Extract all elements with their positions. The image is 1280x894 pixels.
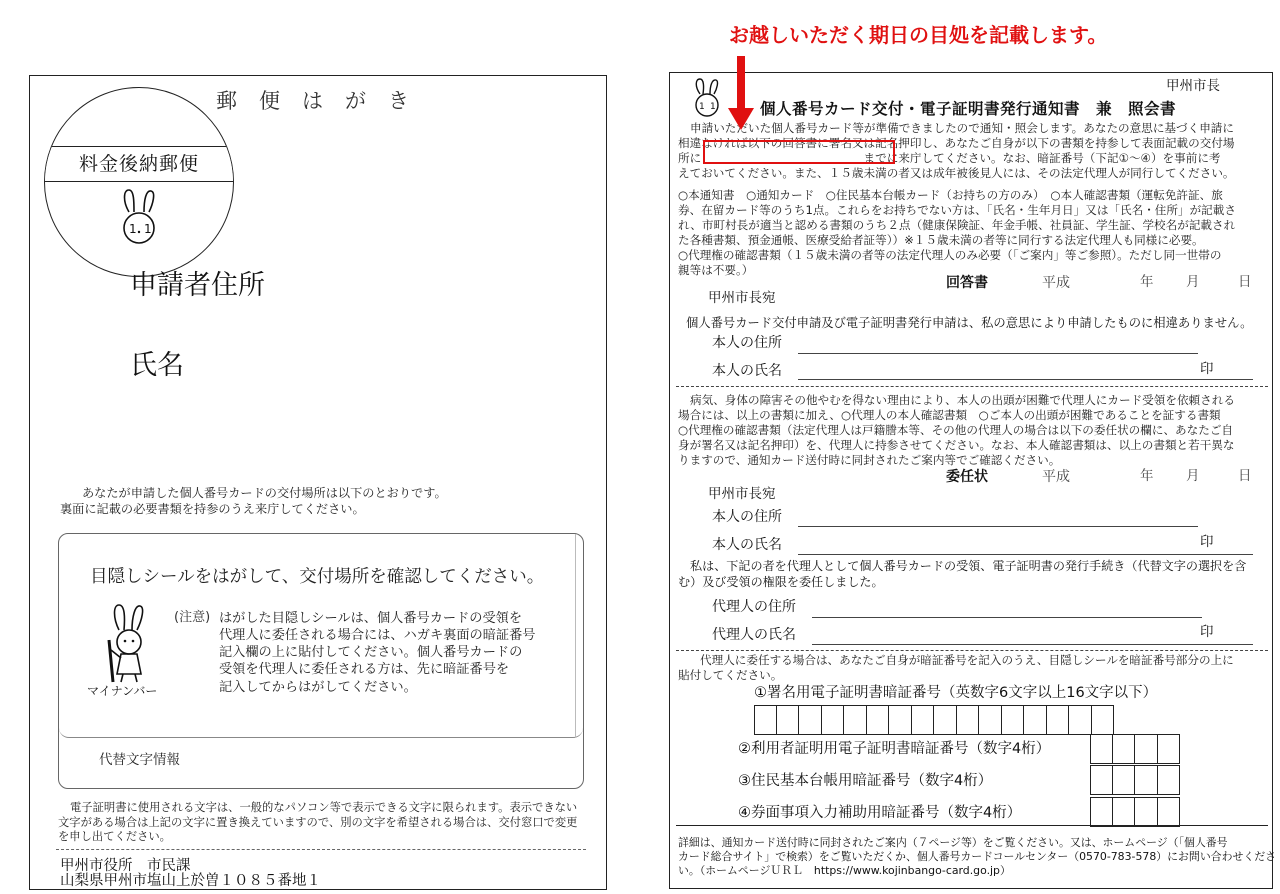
pin-digit-box[interactable] [1090, 734, 1113, 764]
alt-character-info-label: 代替文字情報 [99, 752, 180, 768]
caution-line: 記入してからはがしてください。 [219, 679, 417, 695]
proxy-self-name-label: 本人の氏名 [712, 537, 782, 553]
pin-digit-box[interactable] [1113, 797, 1136, 827]
proxy-self-address-field[interactable] [798, 526, 1198, 527]
intro-line: 所に までに来庁してください。なお、暗証番号（下記①～④）を事前に考 [678, 151, 1221, 166]
pin4-boxes[interactable] [1090, 797, 1180, 827]
proxy-day[interactable]: 日 [1238, 468, 1252, 484]
answer-statement: 個人番号カード交付申請及び電子証明書発行申請は、私の意思により申請したものに相違ありません。 [686, 316, 1253, 330]
down-arrow-icon [728, 108, 754, 130]
footer-divider [676, 825, 1268, 826]
proxy-intro-line: 場合には、以上の書類に加え、○代理人の本人確認書類 ○ご本人の出頭が困難であることを証する書類 [678, 408, 1221, 423]
notice-line: 裏面に記載の必要書類を持参のうえ来庁してください。 [60, 501, 365, 516]
rabbit-mascot-icon [115, 188, 163, 250]
notice-footer [678, 836, 1277, 879]
proxy-self-name-field[interactable] [798, 554, 1253, 555]
footnote-line: 文字がある場合は上記の文字に置き換えていますので、別の文字を希望される場合は、交付窓口で変更 [58, 815, 578, 829]
req-line: た各種書類、預金通帳、医療受給者証等））※１５歳未満の者等に同行する法定代理人も同様に必要。 [678, 233, 1204, 248]
pin-digit-box[interactable] [754, 705, 777, 735]
pin-digit-box[interactable] [777, 705, 800, 735]
caution-line: はがした目隠しシールは、個人番号カードの受領を [219, 611, 523, 626]
self-name-label: 本人の氏名 [712, 363, 782, 379]
answer-day[interactable]: 日 [1238, 274, 1252, 290]
caution-line: 受領を代理人に委任される方は、先に暗証番号を [219, 662, 510, 678]
proxy-year[interactable]: 年 [1140, 468, 1154, 484]
answer-year[interactable]: 年 [1140, 274, 1154, 290]
pin-digit-box[interactable] [1135, 797, 1158, 827]
pin-digit-box[interactable] [1047, 705, 1070, 735]
pin-digit-box[interactable] [979, 705, 1002, 735]
applicant-name-label: 氏名 [130, 350, 184, 381]
pin-digit-box[interactable] [1113, 734, 1136, 764]
dashed-divider [676, 386, 1268, 387]
highlight-box [703, 140, 895, 164]
proxy-month[interactable]: 月 [1186, 468, 1200, 484]
caution-label: (注意) [174, 610, 211, 625]
pin-digit-box[interactable] [1158, 765, 1181, 795]
pin-digit-box[interactable] [934, 705, 957, 735]
callout-annotation: お越しいただく期日の目処を記載します。 [729, 23, 1108, 47]
intro-line: 相違なければ以下の回答書に署名又は記名押印し、あなたご自身が以下の書類を持参して表面記載の交付場 [678, 136, 1235, 151]
pin-digit-box[interactable] [1158, 797, 1181, 827]
pin-digit-box[interactable] [844, 705, 867, 735]
pin-digit-box[interactable] [912, 705, 935, 735]
req-line: 親等は不要。） [678, 263, 754, 278]
pin-digit-box[interactable] [1092, 705, 1115, 735]
agent-address-label: 代理人の住所 [712, 599, 796, 615]
postcard-front [29, 75, 607, 890]
pin1-label: ①署名用電子証明書暗証番号（英数字6文字以上16文字以下） [754, 685, 1158, 701]
req-line: ○代理権の確認書類（１５歳未満の者等の法定代理人のみ必要（「ご案内」等ご参照）。ただし同一世帯の [678, 248, 1222, 263]
mynumber-mascot-icon [99, 602, 159, 688]
proxy-intro [678, 393, 1268, 468]
proxy-statement [678, 559, 1268, 590]
proxy-statement-line: 私は、下記の者を代理人として個人番号カードの受領、電子証明書の発行手続き（代替文字の選択を含 [690, 559, 1247, 573]
rabbit-mascot-icon [690, 77, 724, 123]
answer-era: 平成 [1042, 275, 1070, 291]
intro-line: 申請いただいた個人番号カード等が準備できましたので通知・照会します。あなたの意思に基づく申請に [690, 121, 1234, 135]
answer-month[interactable]: 月 [1186, 274, 1200, 290]
svg-text:1: 1 [699, 102, 705, 112]
req-line: ○本通知書 ○通知カード ○住民基本台帳カード（お持ちの方のみ） ○本人確認書類（運転免許証、旅 [678, 188, 1223, 202]
self-address-field[interactable] [798, 353, 1198, 354]
notice-document [669, 72, 1277, 889]
caution-text [219, 610, 554, 696]
proxy-intro-line: ○代理権の確認書類（法定代理人は戸籍謄本等、その他の代理人の場合は以下の委任状の欄に、あなたご自 [678, 423, 1234, 438]
self-address-label: 本人の住所 [712, 335, 782, 351]
postcard-title: 郵便はがき [216, 89, 431, 113]
proxy-addressee: 甲州市長宛 [708, 486, 776, 502]
caution-line: 記入欄の上に貼付してください。個人番号カードの [219, 645, 523, 661]
applicant-address-label: 申請者住所 [130, 270, 265, 301]
svg-text:1: 1 [710, 102, 716, 112]
office-address: 山梨県甲州市塩山上於曽１０８５番地１ [60, 873, 321, 889]
svg-text:1: 1 [144, 222, 152, 236]
notice-title: 個人番号カード交付・電子証明書発行通知書 兼 照会書 [760, 100, 1177, 118]
footer-line: い。（ホームページＵＲＬ https://www.kojinbango-card.go.jp） [678, 864, 1011, 878]
seal-mark: 印 [1200, 534, 1214, 550]
proxy-intro-line: 病気、身体の障害その他やむを得ない理由により、本人の出頭が困難で代理人にカード受領を依頼される [690, 393, 1235, 407]
proxy-era: 平成 [1042, 469, 1070, 485]
dashed-divider [56, 849, 586, 850]
self-name-field[interactable] [798, 379, 1253, 380]
pin-instructions [678, 653, 1268, 683]
pin-digit-box[interactable] [1135, 765, 1158, 795]
svg-text:1: 1 [129, 222, 137, 236]
pin-digit-box[interactable] [1158, 734, 1181, 764]
pin4-label: ④券面事項入力補助用暗証番号（数字4桁） [738, 805, 1022, 821]
answer-addressee: 甲州市長宛 [708, 290, 776, 306]
pin-note-line: 代理人に委任する場合は、あなたご自身が暗証番号を記入のうえ、目隠しシールを暗証番号部分の上に [700, 653, 1234, 667]
proxy-intro-line: 身が署名又は記名押印）を、代理人に持参させてください。なお、本人確認書類は、以上の書類と若干異な [678, 438, 1235, 453]
dashed-divider [676, 650, 1268, 651]
footer-line: カード総合サイト」で検索）をご覧いただくか、個人番号カードコールセンター（0570-783-578）にお問い合わせくださ [678, 850, 1277, 864]
proxy-statement-line: む）及び受領の権限を委任しました。 [678, 574, 884, 589]
intro-line: えておいてください。また、１５歳未満の者又は成年被後見人には、その法定代理人が同行してください。 [678, 166, 1235, 181]
pin2-label: ②利用者証明用電子証明書暗証番号（数字4桁） [738, 741, 1051, 757]
req-line: れ、市町村長が適当と認める書類のうち２点（健康保険証、年金手帳、社員証、学生証、学校名が記載され [678, 218, 1236, 233]
pin-digit-box[interactable] [867, 705, 890, 735]
character-footnote [58, 801, 598, 845]
pin-digit-box[interactable] [1090, 765, 1113, 795]
pin1-boxes[interactable] [754, 705, 1114, 735]
footnote-line: 電子証明書に使用される文字は、一般的なパソコン等で表示できる文字に限られます。表示できない [70, 801, 578, 814]
required-documents [678, 188, 1268, 278]
seal-mark: 印 [1200, 624, 1214, 640]
proxy-self-address-label: 本人の住所 [712, 509, 782, 525]
pin-digit-box[interactable] [822, 705, 845, 735]
footer-line: 詳細は、通知カード送付時に同封されたご案内（７ページ等）をご覧ください。又は、ホームページ（「個人番号 [678, 836, 1228, 849]
pin-digit-box[interactable] [1113, 765, 1136, 795]
mascot-name: マイナンバー [87, 684, 158, 698]
pickup-location-notice [60, 486, 580, 518]
pin-digit-box[interactable] [1002, 705, 1025, 735]
seal-instruction-title: 目隠しシールをはがして、交付場所を確認してください。 [90, 567, 545, 587]
pin-digit-box[interactable] [1135, 734, 1158, 764]
proxy-form-title: 委任状 [946, 469, 988, 485]
postage-stamp-mark [44, 87, 234, 277]
pin-digit-box[interactable] [1090, 797, 1113, 827]
privacy-seal-box[interactable] [58, 533, 584, 789]
notice-line: あなたが申請した個人番号カードの交付場所は以下のとおりです。 [82, 486, 447, 500]
pin-digit-box[interactable] [889, 705, 912, 735]
pin-digit-box[interactable] [957, 705, 980, 735]
pin-digit-box[interactable] [799, 705, 822, 735]
agent-name-label: 代理人の氏名 [712, 627, 796, 643]
pin3-label: ③住民基本台帳用暗証番号（数字4桁） [738, 773, 993, 789]
issuer-mayor: 甲州市長 [1166, 78, 1220, 94]
footnote-line: を申し出てください。 [58, 830, 171, 844]
req-line: 券、在留カード等のうち1点。これらをお持ちでない方は、「氏名・生年月日」又は「氏名・住所」が記載さ [678, 203, 1236, 218]
callout-arrow-shaft [737, 56, 745, 114]
agent-address-field[interactable] [812, 617, 1202, 618]
pin3-boxes[interactable] [1090, 765, 1180, 795]
pin2-boxes[interactable] [1090, 734, 1180, 764]
seal-mark: 印 [1200, 361, 1214, 377]
office-name: 甲州市役所 市民課 [60, 858, 191, 874]
answer-form-title: 回答書 [946, 275, 988, 291]
seal-edge [575, 534, 583, 738]
pin-digit-box[interactable] [1024, 705, 1047, 735]
pin-note-line: 貼付してください。 [678, 668, 783, 683]
stamp-text: 料金後納郵便 [78, 153, 199, 175]
proxy-intro-line: りますので、通知カード送付時に同封されたご案内等でご確認ください。 [678, 453, 1061, 468]
agent-name-field[interactable] [812, 644, 1253, 645]
caution-line: 代理人に委任される場合には、ハガキ裏面の暗証番号 [219, 628, 536, 644]
pin-digit-box[interactable] [1069, 705, 1092, 735]
